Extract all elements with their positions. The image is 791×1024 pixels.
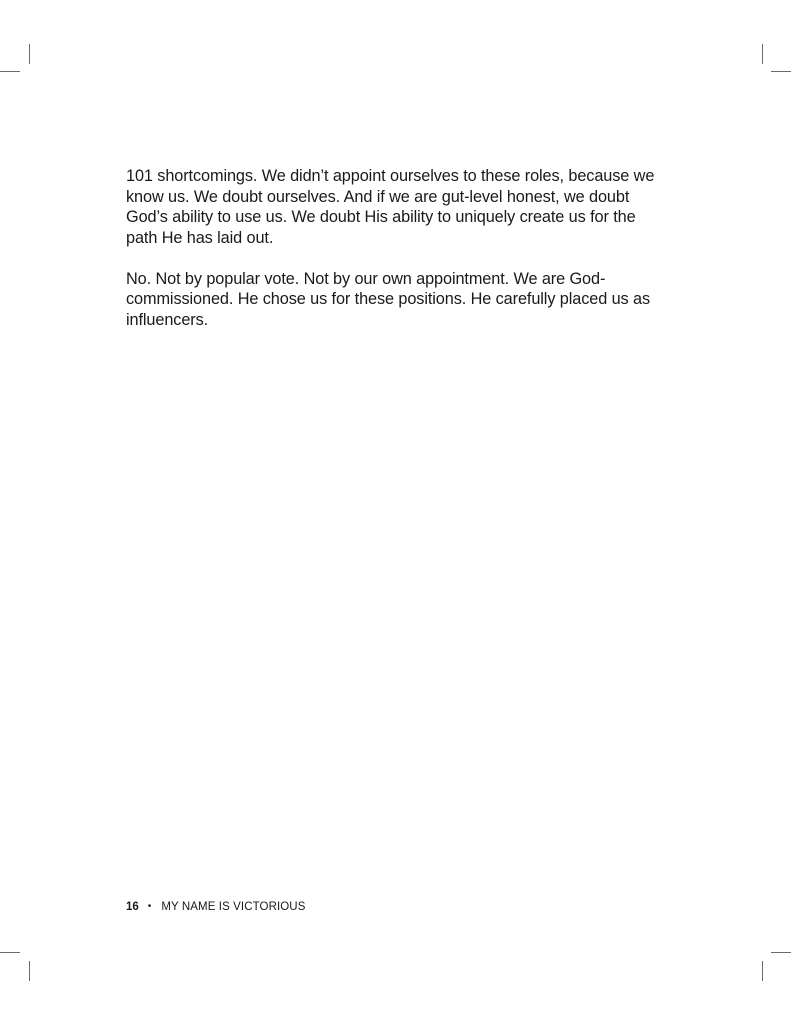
text-line: God’s ability to use us. We doubt His ability to uniquely create us for the [126,208,636,226]
crop-mark-top-right-horizontal [771,71,791,72]
crop-mark-bottom-right-horizontal [771,952,791,953]
book-title: MY NAME IS VICTORIOUS [161,901,306,913]
crop-mark-bottom-left-horizontal [0,952,20,953]
crop-mark-bottom-left-vertical [29,961,30,981]
body-text [126,166,666,330]
crop-mark-top-left-vertical [29,44,30,64]
crop-mark-top-left-horizontal [0,71,20,72]
text-line: No. Not by popular vote. Not by our own appointment. We are God- [126,269,606,288]
text-line: path He has laid out. [126,228,274,247]
paragraph-2 [126,269,666,331]
text-line: influencers. [126,310,209,329]
footer-separator: • [147,901,152,912]
crop-mark-bottom-right-vertical [762,961,763,981]
text-line: 101 shortcomings. We didn’t appoint ourselves to these roles, because we [126,167,655,185]
paragraph-1 [126,166,666,248]
crop-mark-top-right-vertical [762,44,763,64]
text-line: commissioned. He chose us for these positions. He carefully placed us as [126,290,651,308]
running-footer [126,900,305,914]
text-line: know us. We doubt ourselves. And if we are gut-level honest, we doubt [126,187,630,206]
page-number: 16 [126,901,139,913]
